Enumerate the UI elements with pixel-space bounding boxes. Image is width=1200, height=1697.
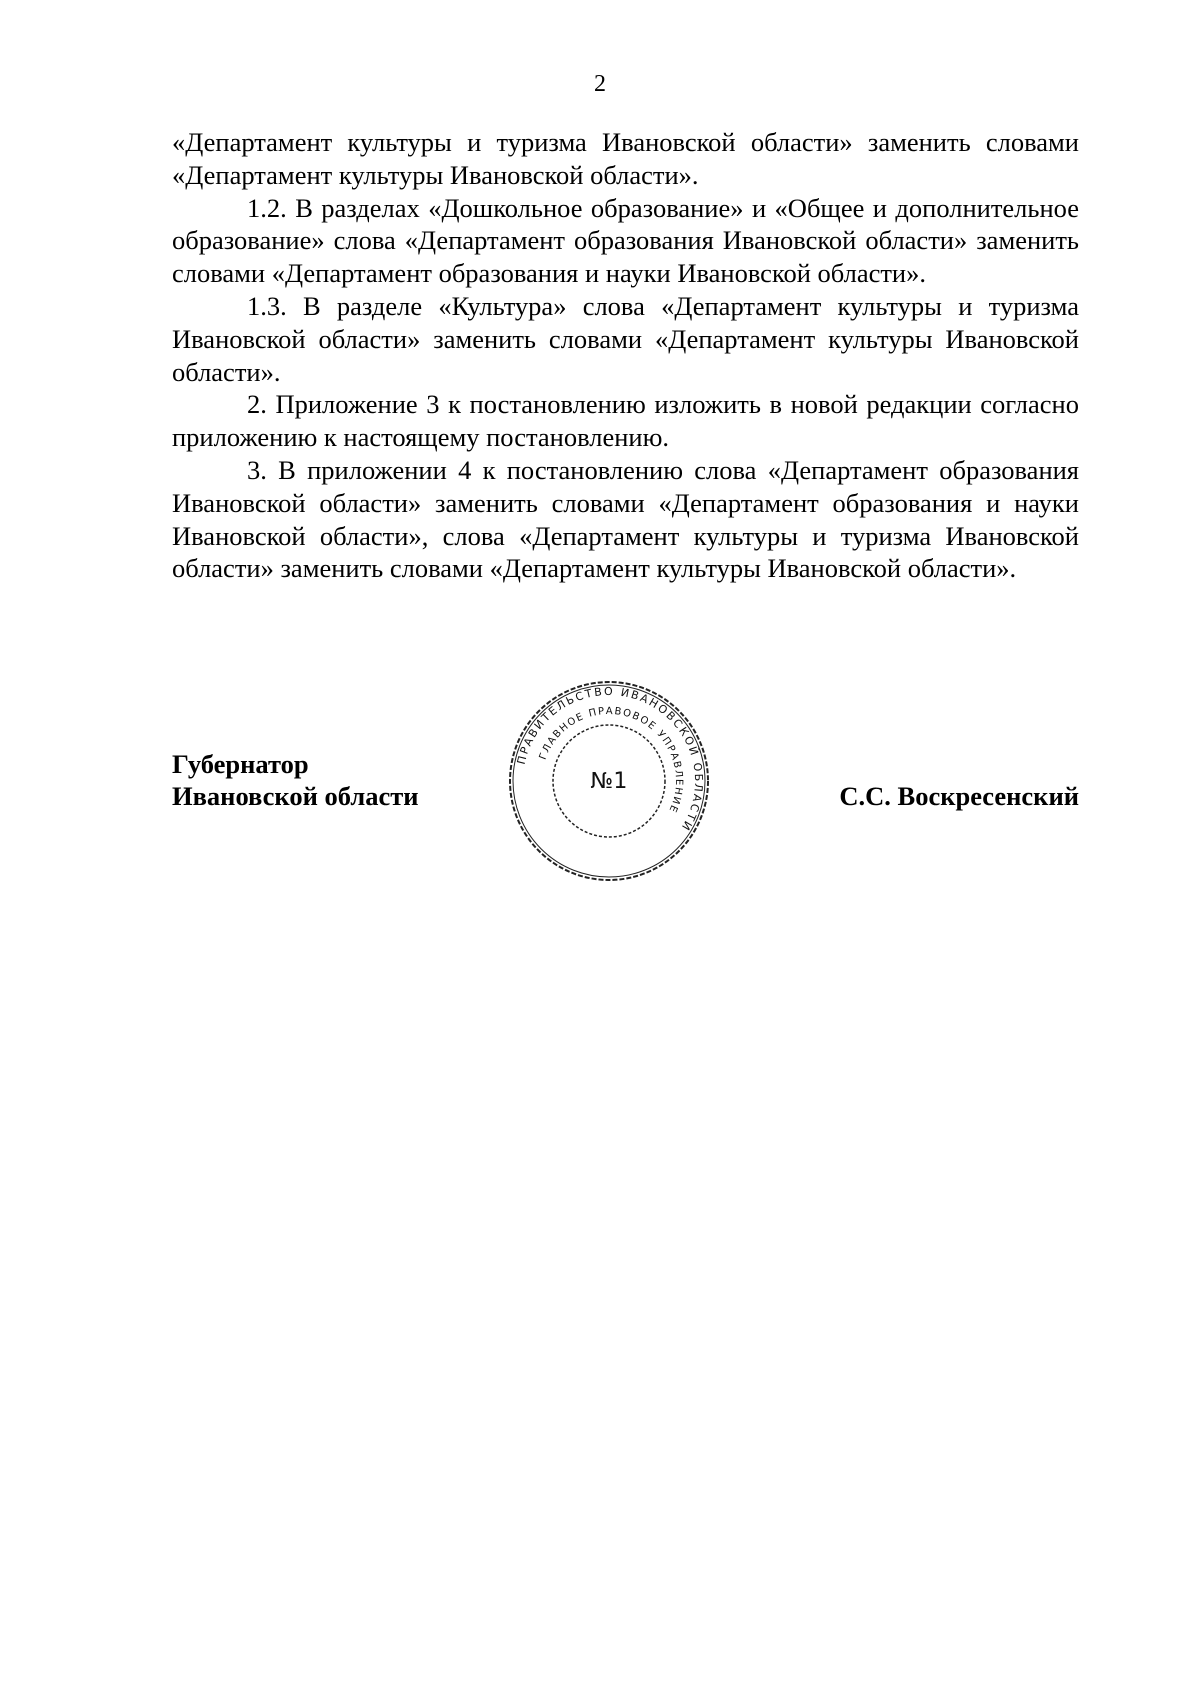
paragraph-continuation: «Департамент культуры и туризма Ивановской области» заменить словами «Департамент культуры Ивановской области». bbox=[172, 127, 1079, 190]
stamp-seal-icon bbox=[506, 678, 712, 884]
signatory-title-line1: Губернатор bbox=[172, 749, 309, 779]
paragraph-2: 2. Приложение 3 к постановлению изложить в новой редакции согласно приложению к настоящему постановлению. bbox=[172, 389, 1079, 453]
paragraph-1-2: 1.2. В разделах «Дошкольное образование» и «Общее и дополнительное образование» слова «Департамент образования Ивановской области» заменить словами «Департамент образования и науки Ивановской области». bbox=[172, 192, 1079, 289]
signatory-title bbox=[172, 748, 419, 812]
signatory-name: С.С. Воскресенский bbox=[839, 781, 1079, 811]
paragraph-3: 3. В приложении 4 к постановлению слова «Департамент образования Ивановской области» заменить словами «Департамент образования и науки Ивановской области», слова «Департамент культуры и туризма Ивановской области» заменить словами «Департамент культуры Ивановской области». bbox=[172, 454, 1079, 584]
signature-block bbox=[172, 678, 1079, 898]
signatory-title-line2: Ивановской области bbox=[172, 781, 419, 811]
stamp-outer-path: ПРАВИТЕЛЬСТВО ИВАНОВСКОЙ ОБЛАСТИ bbox=[514, 684, 706, 835]
page-number: 2 bbox=[594, 71, 606, 97]
paragraph-1-3: 1.3. В разделе «Культура» слова «Департамент культуры и туризма Ивановской области» заменить словами «Департамент культуры Ивановской области». bbox=[172, 290, 1079, 387]
document-body bbox=[172, 126, 1079, 585]
stamp-number: №1 bbox=[590, 769, 628, 794]
stamp-inner-path: ГЛАВНОЕ ПРАВОВОЕ УПРАВЛЕНИЕ bbox=[537, 705, 685, 815]
official-stamp bbox=[506, 678, 712, 884]
